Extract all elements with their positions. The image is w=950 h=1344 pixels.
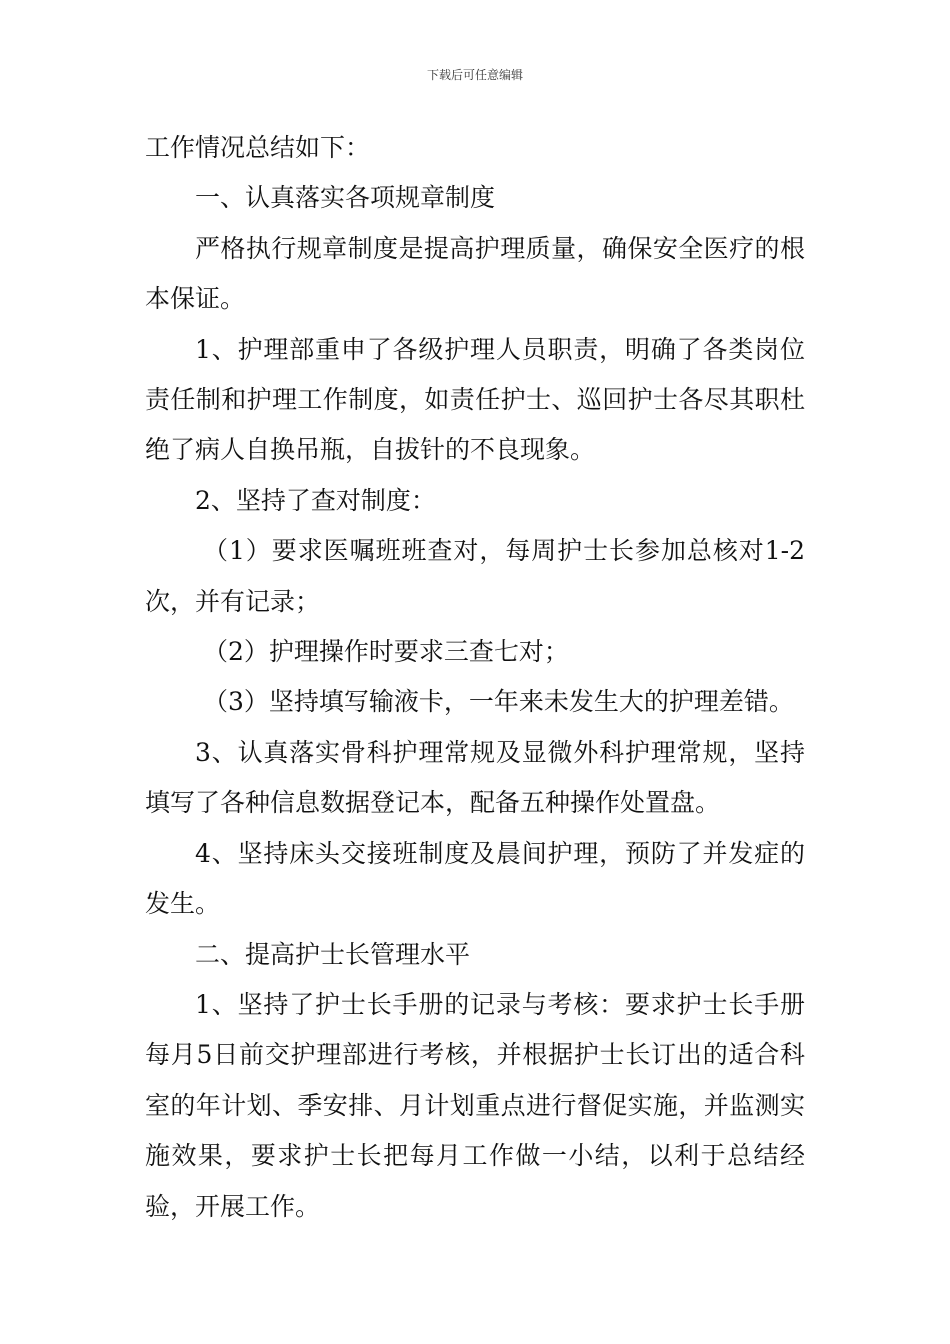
section-heading-1: 一、认真落实各项规章制度	[195, 183, 496, 213]
document-body	[145, 123, 805, 1232]
section-heading-2: 二、提高护士长管理水平	[195, 939, 471, 969]
list-item-3: 3、认真落实骨科护理常规及显微外科护理常规，坚持填写了各种信息数据登记本，配备五种操作处置盘。	[145, 737, 805, 818]
sub-item-2: （2）护理操作时要求三查七对；	[203, 637, 569, 667]
page-header: 下载后可任意编辑	[426, 68, 523, 82]
sub-item-3: （3）坚持填写输液卡，一年来未发生大的护理差错。	[203, 687, 794, 717]
list-item-2: 2、坚持了查对制度：	[195, 485, 436, 515]
list-item-4: 4、坚持床头交接班制度及晨间护理，预防了并发症的发生。	[145, 838, 805, 919]
intro-line: 工作情况总结如下：	[145, 133, 371, 162]
body-paragraph: 严格执行规章制度是提高护理质量，确保安全医疗的根本保证。	[145, 233, 805, 314]
sub-item-1: （1）要求医嘱班班查对，每周护士长参加总核对1-2次，并有记录；	[145, 536, 805, 616]
list-item-1: 1、护理部重申了各级护理人员职责，明确了各类岗位责任制和护理工作制度，如责任护士、巡回护士各尽其职杜绝了病人自换吊瓶，自拔针的不良现象。	[145, 334, 805, 465]
section-2-item-1: 1、坚持了护士长手册的记录与考核：要求护士长手册每月5日前交护理部进行考核，并根据护士长订出的适合科室的年计划、季安排、月计划重点进行督促实施，并监测实施效果，要求护士长把每月工作做一小结，以利于总结经验，开展工作。	[145, 989, 805, 1221]
